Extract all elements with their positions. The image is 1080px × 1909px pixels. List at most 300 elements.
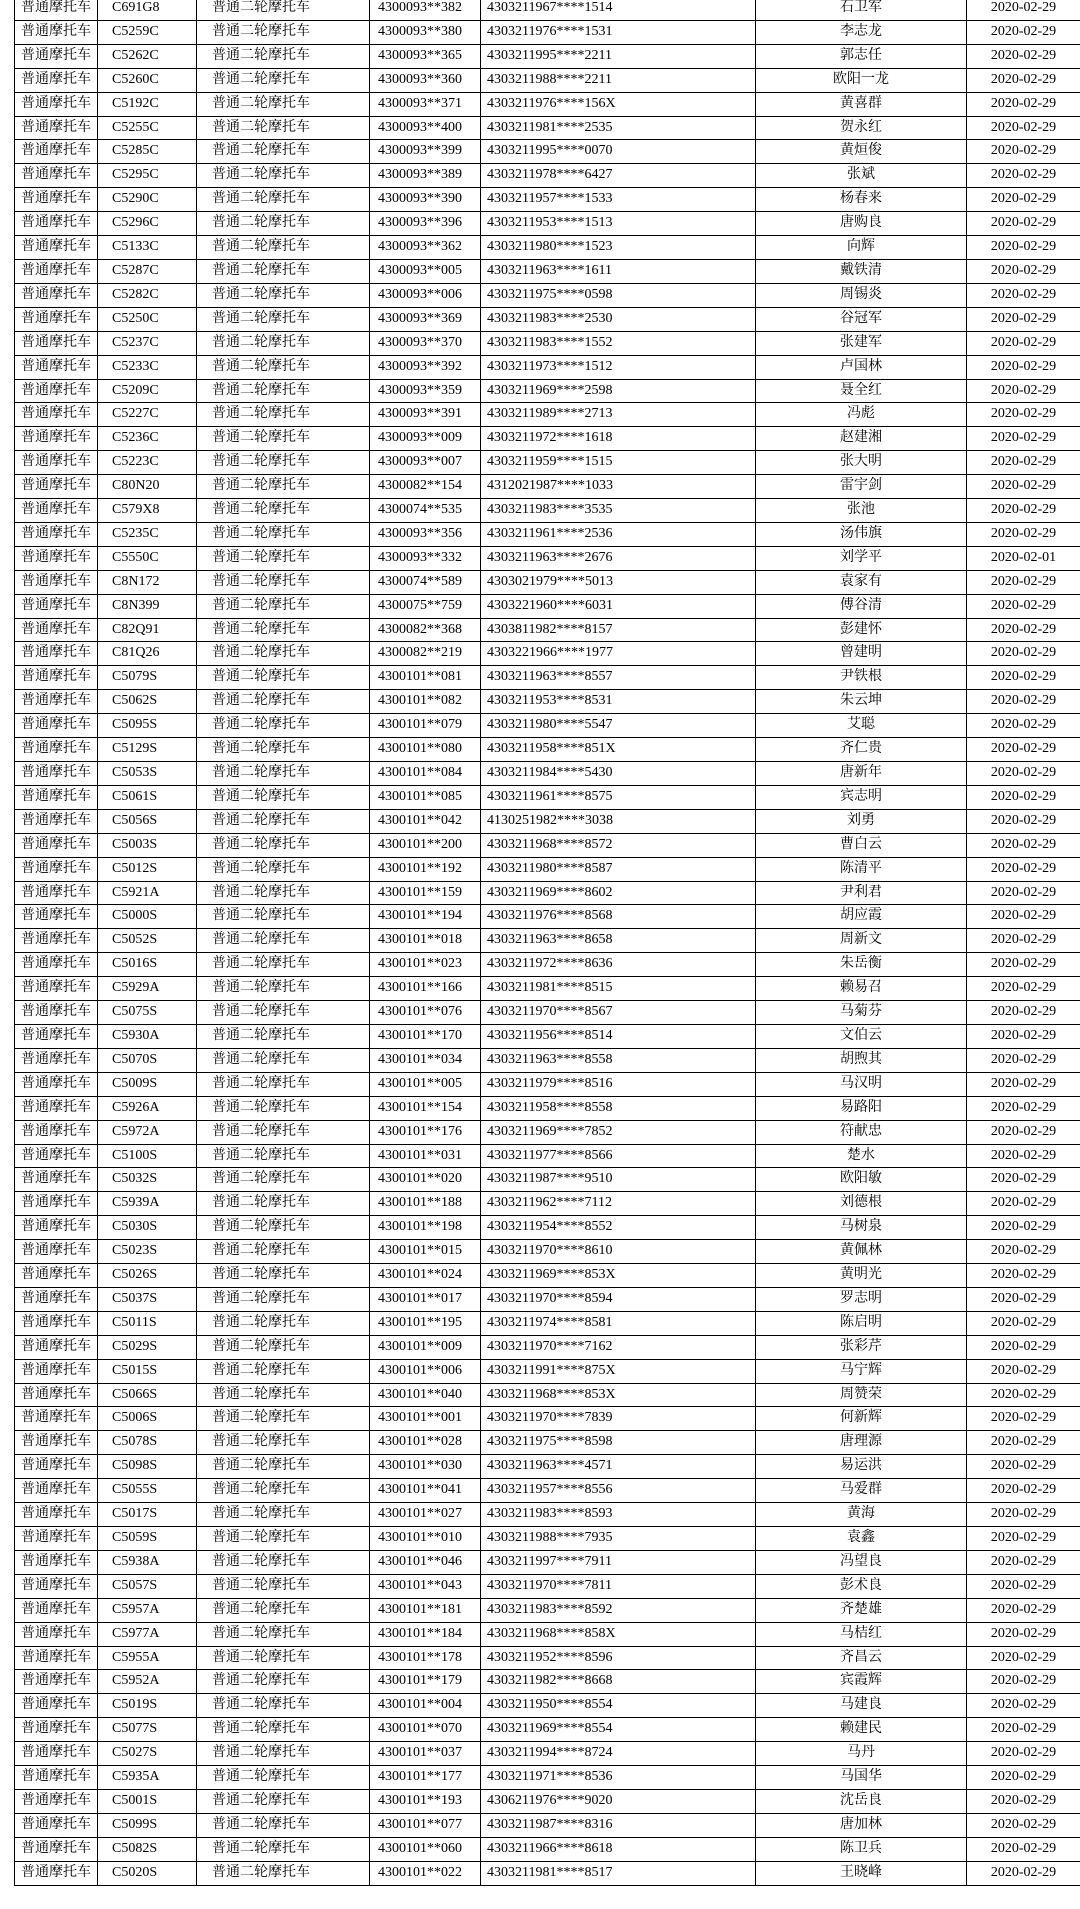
- owner-name-cell: 刘学平: [756, 546, 967, 570]
- date-cell: 2020-02-29: [967, 1240, 1080, 1264]
- license-number-cell: 4300101**060: [370, 1837, 481, 1861]
- id-number-cell: 4303211970****8567: [481, 1001, 756, 1025]
- date-cell: 2020-02-29: [967, 1311, 1080, 1335]
- vehicle-category-cell: 普通摩托车: [15, 881, 98, 905]
- owner-name-cell: 马汉明: [756, 1072, 967, 1096]
- id-number-cell: 4303211968****858X: [481, 1622, 756, 1646]
- id-number-cell: 4303211983****8592: [481, 1598, 756, 1622]
- date-cell: 2020-02-29: [967, 929, 1080, 953]
- owner-name-cell: 谷冠军: [756, 307, 967, 331]
- owner-name-cell: 彭术良: [756, 1574, 967, 1598]
- owner-name-cell: 刘勇: [756, 809, 967, 833]
- plate-number-cell: C5926A: [98, 1096, 197, 1120]
- id-number-cell: 4303221960****6031: [481, 594, 756, 618]
- plate-number-cell: C5296C: [98, 212, 197, 236]
- date-cell: 2020-02-29: [967, 1527, 1080, 1551]
- owner-name-cell: 王晓峰: [756, 1861, 967, 1885]
- license-number-cell: 4300101**037: [370, 1742, 481, 1766]
- owner-name-cell: 易运洪: [756, 1455, 967, 1479]
- plate-number-cell: C5282C: [98, 283, 197, 307]
- vehicle-category-cell: 普通摩托车: [15, 642, 98, 666]
- vehicle-type-cell: 普通二轮摩托车: [197, 92, 370, 116]
- vehicle-type-cell: 普通二轮摩托车: [197, 475, 370, 499]
- license-number-cell: 4300101**046: [370, 1550, 481, 1574]
- vehicle-category-cell: 普通摩托车: [15, 499, 98, 523]
- plate-number-cell: C5017S: [98, 1503, 197, 1527]
- id-number-cell: 4303211983****2530: [481, 307, 756, 331]
- table-row: [15, 1527, 1080, 1551]
- vehicle-type-cell: 普通二轮摩托车: [197, 642, 370, 666]
- owner-name-cell: 张建军: [756, 331, 967, 355]
- license-number-cell: 4300101**009: [370, 1335, 481, 1359]
- license-number-cell: 4300101**005: [370, 1072, 481, 1096]
- plate-number-cell: C5030S: [98, 1216, 197, 1240]
- plate-number-cell: C5037S: [98, 1287, 197, 1311]
- id-number-cell: 4303211953****8531: [481, 690, 756, 714]
- date-cell: 2020-02-29: [967, 714, 1080, 738]
- vehicle-category-cell: 普通摩托车: [15, 164, 98, 188]
- date-cell: 2020-02-29: [967, 1120, 1080, 1144]
- table-row: [15, 690, 1080, 714]
- id-number-cell: 4303211962****7112: [481, 1192, 756, 1216]
- table-row: [15, 1479, 1080, 1503]
- vehicle-type-cell: 普通二轮摩托车: [197, 1813, 370, 1837]
- date-cell: 2020-02-29: [967, 1694, 1080, 1718]
- date-cell: 2020-02-29: [967, 1622, 1080, 1646]
- table-row: [15, 522, 1080, 546]
- license-number-cell: 4300093**360: [370, 68, 481, 92]
- vehicle-category-cell: 普通摩托车: [15, 1359, 98, 1383]
- date-cell: 2020-02-29: [967, 1383, 1080, 1407]
- vehicle-category-cell: 普通摩托车: [15, 857, 98, 881]
- vehicle-type-cell: 普通二轮摩托车: [197, 809, 370, 833]
- plate-number-cell: C5287C: [98, 259, 197, 283]
- id-number-cell: 4303211980****1523: [481, 236, 756, 260]
- owner-name-cell: 黄喜群: [756, 92, 967, 116]
- owner-name-cell: 冯望良: [756, 1550, 967, 1574]
- table-row: [15, 1024, 1080, 1048]
- vehicle-type-cell: 普通二轮摩托车: [197, 1407, 370, 1431]
- vehicle-category-cell: 普通摩托车: [15, 714, 98, 738]
- id-number-cell: 4303211958****8558: [481, 1096, 756, 1120]
- plate-number-cell: C5227C: [98, 403, 197, 427]
- table-row: [15, 594, 1080, 618]
- owner-name-cell: 马菊芬: [756, 1001, 967, 1025]
- table-row: [15, 475, 1080, 499]
- vehicle-type-cell: 普通二轮摩托车: [197, 116, 370, 140]
- owner-name-cell: 尹利君: [756, 881, 967, 905]
- plate-number-cell: C5939A: [98, 1192, 197, 1216]
- vehicle-type-cell: 普通二轮摩托车: [197, 403, 370, 427]
- owner-name-cell: 欧阳一龙: [756, 68, 967, 92]
- id-number-cell: 4303211956****8514: [481, 1024, 756, 1048]
- vehicle-type-cell: 普通二轮摩托车: [197, 977, 370, 1001]
- table-row: [15, 451, 1080, 475]
- date-cell: 2020-02-29: [967, 1407, 1080, 1431]
- id-number-cell: 4303211976****156X: [481, 92, 756, 116]
- owner-name-cell: 尹铁根: [756, 666, 967, 690]
- plate-number-cell: C80N20: [98, 475, 197, 499]
- license-number-cell: 4300101**154: [370, 1096, 481, 1120]
- date-cell: 2020-02-29: [967, 666, 1080, 690]
- vehicle-type-cell: 普通二轮摩托车: [197, 140, 370, 164]
- vehicle-category-cell: 普通摩托车: [15, 809, 98, 833]
- plate-number-cell: C5255C: [98, 116, 197, 140]
- license-number-cell: 4300101**077: [370, 1813, 481, 1837]
- owner-name-cell: 唐加林: [756, 1813, 967, 1837]
- vehicle-category-cell: 普通摩托车: [15, 522, 98, 546]
- vehicle-category-cell: 普通摩托车: [15, 475, 98, 499]
- vehicle-category-cell: 普通摩托车: [15, 1072, 98, 1096]
- date-cell: 2020-02-29: [967, 1168, 1080, 1192]
- owner-name-cell: 周赞荣: [756, 1383, 967, 1407]
- owner-name-cell: 罗志明: [756, 1287, 967, 1311]
- vehicle-type-cell: 普通二轮摩托车: [197, 307, 370, 331]
- plate-number-cell: C8N172: [98, 570, 197, 594]
- license-number-cell: 4300101**170: [370, 1024, 481, 1048]
- date-cell: 2020-02-29: [967, 116, 1080, 140]
- id-number-cell: 4303211950****8554: [481, 1694, 756, 1718]
- vehicle-type-cell: 普通二轮摩托车: [197, 1861, 370, 1885]
- vehicle-type-cell: 普通二轮摩托车: [197, 427, 370, 451]
- owner-name-cell: 宾志明: [756, 785, 967, 809]
- date-cell: 2020-02-29: [967, 1264, 1080, 1288]
- plate-number-cell: C5930A: [98, 1024, 197, 1048]
- id-number-cell: 4303211966****8618: [481, 1837, 756, 1861]
- vehicle-type-cell: 普通二轮摩托车: [197, 379, 370, 403]
- plate-number-cell: C5020S: [98, 1861, 197, 1885]
- table-row: [15, 259, 1080, 283]
- plate-number-cell: C5935A: [98, 1766, 197, 1790]
- vehicle-category-cell: 普通摩托车: [15, 1264, 98, 1288]
- id-number-cell: 4303211987****9510: [481, 1168, 756, 1192]
- license-number-cell: 4300093**006: [370, 283, 481, 307]
- id-number-cell: 4303211963****8557: [481, 666, 756, 690]
- vehicle-category-cell: 普通摩托车: [15, 307, 98, 331]
- owner-name-cell: 向辉: [756, 236, 967, 260]
- vehicle-type-cell: 普通二轮摩托车: [197, 212, 370, 236]
- vehicle-category-cell: 普通摩托车: [15, 690, 98, 714]
- table-row: [15, 1503, 1080, 1527]
- plate-number-cell: C5027S: [98, 1742, 197, 1766]
- license-number-cell: 4300101**001: [370, 1407, 481, 1431]
- vehicle-category-cell: 普通摩托车: [15, 1646, 98, 1670]
- date-cell: 2020-02-29: [967, 738, 1080, 762]
- license-number-cell: 4300101**159: [370, 881, 481, 905]
- owner-name-cell: 袁家有: [756, 570, 967, 594]
- vehicle-type-cell: 普通二轮摩托车: [197, 1646, 370, 1670]
- vehicle-type-cell: 普通二轮摩托车: [197, 68, 370, 92]
- id-number-cell: 4303211981****8517: [481, 1861, 756, 1885]
- license-number-cell: 4300101**040: [370, 1383, 481, 1407]
- plate-number-cell: C81Q26: [98, 642, 197, 666]
- vehicle-category-cell: 普通摩托车: [15, 188, 98, 212]
- table-row: [15, 1144, 1080, 1168]
- plate-number-cell: C5550C: [98, 546, 197, 570]
- owner-name-cell: 冯彪: [756, 403, 967, 427]
- id-number-cell: 4303211983****3535: [481, 499, 756, 523]
- license-number-cell: 4300101**076: [370, 1001, 481, 1025]
- date-cell: 2020-02-29: [967, 857, 1080, 881]
- id-number-cell: 4303211983****8593: [481, 1503, 756, 1527]
- plate-number-cell: C5053S: [98, 762, 197, 786]
- table-row: [15, 164, 1080, 188]
- license-number-cell: 4300093**371: [370, 92, 481, 116]
- owner-name-cell: 马丹: [756, 1742, 967, 1766]
- owner-name-cell: 赖建民: [756, 1718, 967, 1742]
- vehicle-type-cell: 普通二轮摩托车: [197, 1216, 370, 1240]
- date-cell: 2020-02-29: [967, 1646, 1080, 1670]
- table-row: [15, 1861, 1080, 1885]
- plate-number-cell: C5209C: [98, 379, 197, 403]
- vehicle-type-cell: 普通二轮摩托车: [197, 1024, 370, 1048]
- vehicle-category-cell: 普通摩托车: [15, 331, 98, 355]
- vehicle-type-cell: 普通二轮摩托车: [197, 499, 370, 523]
- date-cell: 2020-02-29: [967, 212, 1080, 236]
- id-number-cell: 4303211975****0598: [481, 283, 756, 307]
- date-cell: 2020-02-29: [967, 188, 1080, 212]
- plate-number-cell: C5929A: [98, 977, 197, 1001]
- table-row: [15, 1001, 1080, 1025]
- license-number-cell: 4300101**017: [370, 1287, 481, 1311]
- plate-number-cell: C5057S: [98, 1574, 197, 1598]
- vehicle-type-cell: 普通二轮摩托车: [197, 1766, 370, 1790]
- id-number-cell: 4303211971****8536: [481, 1766, 756, 1790]
- owner-name-cell: 何新辉: [756, 1407, 967, 1431]
- license-number-cell: 4300101**084: [370, 762, 481, 786]
- vehicle-type-cell: 普通二轮摩托车: [197, 857, 370, 881]
- table-row: [15, 785, 1080, 809]
- id-number-cell: 4303211970****7811: [481, 1574, 756, 1598]
- plate-number-cell: C5260C: [98, 68, 197, 92]
- license-number-cell: 4300082**154: [370, 475, 481, 499]
- license-number-cell: 4300093**332: [370, 546, 481, 570]
- vehicle-category-cell: 普通摩托车: [15, 1574, 98, 1598]
- vehicle-category-cell: 普通摩托车: [15, 1622, 98, 1646]
- plate-number-cell: C5070S: [98, 1048, 197, 1072]
- vehicle-category-cell: 普通摩托车: [15, 1407, 98, 1431]
- owner-name-cell: 赖易召: [756, 977, 967, 1001]
- vehicle-category-cell: 普通摩托车: [15, 1168, 98, 1192]
- date-cell: 2020-02-29: [967, 1813, 1080, 1837]
- table-row: [15, 236, 1080, 260]
- id-number-cell: 4303211981****2535: [481, 116, 756, 140]
- owner-name-cell: 杨春来: [756, 188, 967, 212]
- vehicle-type-cell: 普通二轮摩托车: [197, 1455, 370, 1479]
- owner-name-cell: 马爱群: [756, 1479, 967, 1503]
- owner-name-cell: 郭志任: [756, 44, 967, 68]
- date-cell: 2020-02-29: [967, 1048, 1080, 1072]
- table-row: [15, 1646, 1080, 1670]
- id-number-cell: 4303211994****8724: [481, 1742, 756, 1766]
- license-number-cell: 4300093**009: [370, 427, 481, 451]
- id-number-cell: 4303211991****875X: [481, 1359, 756, 1383]
- owner-name-cell: 齐仁贵: [756, 738, 967, 762]
- date-cell: 2020-02-29: [967, 379, 1080, 403]
- license-number-cell: 4300093**390: [370, 188, 481, 212]
- vehicle-type-cell: 普通二轮摩托车: [197, 1168, 370, 1192]
- date-cell: 2020-02-29: [967, 785, 1080, 809]
- table-row: [15, 188, 1080, 212]
- owner-name-cell: 欧阳敏: [756, 1168, 967, 1192]
- plate-number-cell: C691G8: [98, 0, 197, 20]
- table-row: [15, 92, 1080, 116]
- vehicle-type-cell: 普通二轮摩托车: [197, 1431, 370, 1455]
- plate-number-cell: C5000S: [98, 905, 197, 929]
- owner-name-cell: 沈岳良: [756, 1789, 967, 1813]
- license-number-cell: 4300093**007: [370, 451, 481, 475]
- vehicle-type-cell: 普通二轮摩托车: [197, 690, 370, 714]
- license-number-cell: 4300093**391: [370, 403, 481, 427]
- vehicle-category-cell: 普通摩托车: [15, 1527, 98, 1551]
- license-number-cell: 4300101**184: [370, 1622, 481, 1646]
- date-cell: 2020-02-29: [967, 1861, 1080, 1885]
- license-number-cell: 4300093**389: [370, 164, 481, 188]
- plate-number-cell: C5098S: [98, 1455, 197, 1479]
- date-cell: 2020-02-29: [967, 1144, 1080, 1168]
- date-cell: 2020-02-01: [967, 546, 1080, 570]
- date-cell: 2020-02-29: [967, 1455, 1080, 1479]
- vehicle-type-cell: 普通二轮摩托车: [197, 1359, 370, 1383]
- id-number-cell: 4303211953****1513: [481, 212, 756, 236]
- vehicle-category-cell: 普通摩托车: [15, 905, 98, 929]
- id-number-cell: 4303211975****8598: [481, 1431, 756, 1455]
- owner-name-cell: 戴铁清: [756, 259, 967, 283]
- owner-name-cell: 贺永红: [756, 116, 967, 140]
- owner-name-cell: 唐新年: [756, 762, 967, 786]
- vehicle-category-cell: 普通摩托车: [15, 1837, 98, 1861]
- table-row: [15, 1742, 1080, 1766]
- table-row: [15, 1287, 1080, 1311]
- plate-number-cell: C5921A: [98, 881, 197, 905]
- id-number-cell: 4303211976****8568: [481, 905, 756, 929]
- date-cell: 2020-02-29: [967, 1359, 1080, 1383]
- id-number-cell: 4303211967****1514: [481, 0, 756, 20]
- plate-number-cell: C5026S: [98, 1264, 197, 1288]
- plate-number-cell: C5262C: [98, 44, 197, 68]
- license-number-cell: 4300074**535: [370, 499, 481, 523]
- license-number-cell: 4300093**356: [370, 522, 481, 546]
- table-row: [15, 1622, 1080, 1646]
- id-number-cell: 4303211988****2211: [481, 68, 756, 92]
- license-number-cell: 4300101**018: [370, 929, 481, 953]
- plate-number-cell: C5250C: [98, 307, 197, 331]
- license-number-cell: 4300101**176: [370, 1120, 481, 1144]
- date-cell: 2020-02-29: [967, 1335, 1080, 1359]
- id-number-cell: 4303211995****2211: [481, 44, 756, 68]
- id-number-cell: 4303211980****8587: [481, 857, 756, 881]
- vehicle-category-cell: 普通摩托车: [15, 1001, 98, 1025]
- table-row: [15, 1383, 1080, 1407]
- id-number-cell: 4303211997****7911: [481, 1550, 756, 1574]
- license-number-cell: 4300101**181: [370, 1598, 481, 1622]
- id-number-cell: 4303211980****5547: [481, 714, 756, 738]
- date-cell: 2020-02-29: [967, 164, 1080, 188]
- date-cell: 2020-02-29: [967, 68, 1080, 92]
- vehicle-category-cell: 普通摩托车: [15, 929, 98, 953]
- date-cell: 2020-02-29: [967, 20, 1080, 44]
- plate-number-cell: C5129S: [98, 738, 197, 762]
- id-number-cell: 4303211972****8636: [481, 953, 756, 977]
- owner-name-cell: 彭建怀: [756, 618, 967, 642]
- license-number-cell: 4300101**030: [370, 1455, 481, 1479]
- table-row: [15, 355, 1080, 379]
- date-cell: 2020-02-29: [967, 1287, 1080, 1311]
- table-row: [15, 1694, 1080, 1718]
- owner-name-cell: 文伯云: [756, 1024, 967, 1048]
- id-number-cell: 4303211995****0070: [481, 140, 756, 164]
- owner-name-cell: 宾霞辉: [756, 1670, 967, 1694]
- plate-number-cell: C5077S: [98, 1718, 197, 1742]
- license-number-cell: 4300101**188: [370, 1192, 481, 1216]
- date-cell: 2020-02-29: [967, 1431, 1080, 1455]
- date-cell: 2020-02-29: [967, 283, 1080, 307]
- id-number-cell: 4303211963****2676: [481, 546, 756, 570]
- vehicle-category-cell: 普通摩托车: [15, 355, 98, 379]
- plate-number-cell: C5032S: [98, 1168, 197, 1192]
- owner-name-cell: 陈启明: [756, 1311, 967, 1335]
- table-row: [15, 1407, 1080, 1431]
- table-row: [15, 1766, 1080, 1790]
- owner-name-cell: 马宁辉: [756, 1359, 967, 1383]
- id-number-cell: 4303211981****8515: [481, 977, 756, 1001]
- date-cell: 2020-02-29: [967, 953, 1080, 977]
- license-number-cell: 4300093**362: [370, 236, 481, 260]
- vehicle-category-cell: 普通摩托车: [15, 833, 98, 857]
- vehicle-type-cell: 普通二轮摩托车: [197, 259, 370, 283]
- license-number-cell: 4300101**080: [370, 738, 481, 762]
- vehicle-category-cell: 普通摩托车: [15, 1431, 98, 1455]
- table-row: [15, 1240, 1080, 1264]
- plate-number-cell: C5295C: [98, 164, 197, 188]
- vehicle-type-cell: 普通二轮摩托车: [197, 1096, 370, 1120]
- date-cell: 2020-02-29: [967, 594, 1080, 618]
- vehicle-type-cell: 普通二轮摩托车: [197, 1503, 370, 1527]
- date-cell: 2020-02-29: [967, 307, 1080, 331]
- vehicle-type-cell: 普通二轮摩托车: [197, 1240, 370, 1264]
- vehicle-category-cell: 普通摩托车: [15, 762, 98, 786]
- table-row: [15, 1574, 1080, 1598]
- table-row: [15, 1096, 1080, 1120]
- owner-name-cell: 黄烜俊: [756, 140, 967, 164]
- vehicle-category-cell: 普通摩托车: [15, 785, 98, 809]
- plate-number-cell: C5938A: [98, 1550, 197, 1574]
- license-number-cell: 4300093**392: [370, 355, 481, 379]
- plate-number-cell: C5019S: [98, 1694, 197, 1718]
- vehicle-category-cell: 普通摩托车: [15, 570, 98, 594]
- plate-number-cell: C5237C: [98, 331, 197, 355]
- vehicle-type-cell: 普通二轮摩托车: [197, 762, 370, 786]
- vehicle-type-cell: 普通二轮摩托车: [197, 522, 370, 546]
- vehicle-category-cell: 普通摩托车: [15, 140, 98, 164]
- license-number-cell: 4300101**024: [370, 1264, 481, 1288]
- vehicle-type-cell: 普通二轮摩托车: [197, 1192, 370, 1216]
- owner-name-cell: 曹白云: [756, 833, 967, 857]
- vehicle-category-cell: 普通摩托车: [15, 1120, 98, 1144]
- date-cell: 2020-02-29: [967, 140, 1080, 164]
- id-number-cell: 4303211961****8575: [481, 785, 756, 809]
- table-row: [15, 379, 1080, 403]
- date-cell: 2020-02-29: [967, 1192, 1080, 1216]
- table-body: [15, 0, 1080, 1885]
- table-row: [15, 1192, 1080, 1216]
- plate-number-cell: C5192C: [98, 92, 197, 116]
- vehicle-type-cell: 普通二轮摩托车: [197, 1120, 370, 1144]
- license-number-cell: 4300101**042: [370, 809, 481, 833]
- license-number-cell: 4300101**020: [370, 1168, 481, 1192]
- vehicle-type-cell: 普通二轮摩托车: [197, 1479, 370, 1503]
- id-number-cell: 4303211969****8554: [481, 1718, 756, 1742]
